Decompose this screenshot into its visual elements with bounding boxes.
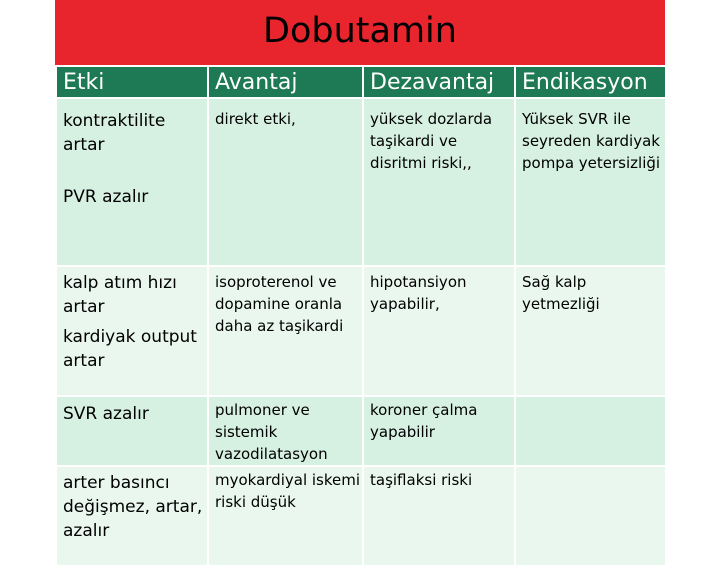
cell-text: kardiyak output artar	[63, 327, 197, 371]
table-header-row	[56, 66, 666, 98]
dobutamin-table	[55, 65, 667, 567]
cell-endikasyon	[515, 466, 666, 566]
cell-text: koroner çalma yapabilir	[370, 401, 478, 441]
cell-text: taşiflaksi riski	[370, 471, 473, 489]
cell-avantaj	[208, 466, 363, 566]
header-endikasyon: Endikasyon	[515, 66, 666, 98]
slide-title: Dobutamin	[263, 11, 457, 51]
cell-dezavantaj	[363, 466, 515, 566]
cell-etki	[56, 396, 208, 466]
cell-text: myokardiyal iskemi riski düşük	[215, 471, 361, 511]
cell-text: kontraktilite artar	[63, 111, 166, 155]
table-row	[56, 466, 666, 566]
header-dezavantaj: Dezavantaj	[363, 66, 515, 98]
cell-avantaj	[208, 266, 363, 396]
cell-text: yüksek dozlarda taşikardi ve disritmi riski,,	[370, 110, 493, 172]
cell-etki	[56, 98, 208, 266]
cell-text	[516, 397, 665, 406]
header-avantaj: Avantaj	[208, 66, 363, 98]
cell-text: pulmoner ve sistemik vazodilatasyon	[215, 401, 328, 463]
table-row	[56, 396, 666, 466]
cell-dezavantaj	[363, 98, 515, 266]
cell-text: PVR azalır	[63, 187, 149, 207]
cell-dezavantaj	[363, 396, 515, 466]
title-bar	[55, 0, 665, 65]
cell-text: SVR azalır	[63, 404, 149, 424]
table-row	[56, 98, 666, 266]
cell-avantaj	[208, 98, 363, 266]
header-etki: Etki	[56, 66, 208, 98]
cell-text: direkt etki,	[215, 110, 296, 128]
cell-endikasyon	[515, 266, 666, 396]
cell-dezavantaj	[363, 266, 515, 396]
cell-text	[516, 467, 665, 476]
cell-text: kalp atım hızı artar	[63, 273, 177, 317]
cell-etki	[56, 466, 208, 566]
cell-text: arter basıncı değişmez, artar, azalır	[63, 473, 203, 541]
cell-avantaj	[208, 396, 363, 466]
cell-text: hipotansiyon yapabilir,	[370, 273, 467, 313]
table-row	[56, 266, 666, 396]
cell-text: Yüksek SVR ile seyreden kardiyak pompa yetersizliği	[522, 110, 661, 172]
cell-etki	[56, 266, 208, 396]
cell-endikasyon	[515, 98, 666, 266]
cell-text: isoproterenol ve dopamine oranla daha az taşikardi	[215, 273, 344, 335]
cell-text: Sağ kalp yetmezliği	[522, 273, 600, 313]
cell-endikasyon	[515, 396, 666, 466]
